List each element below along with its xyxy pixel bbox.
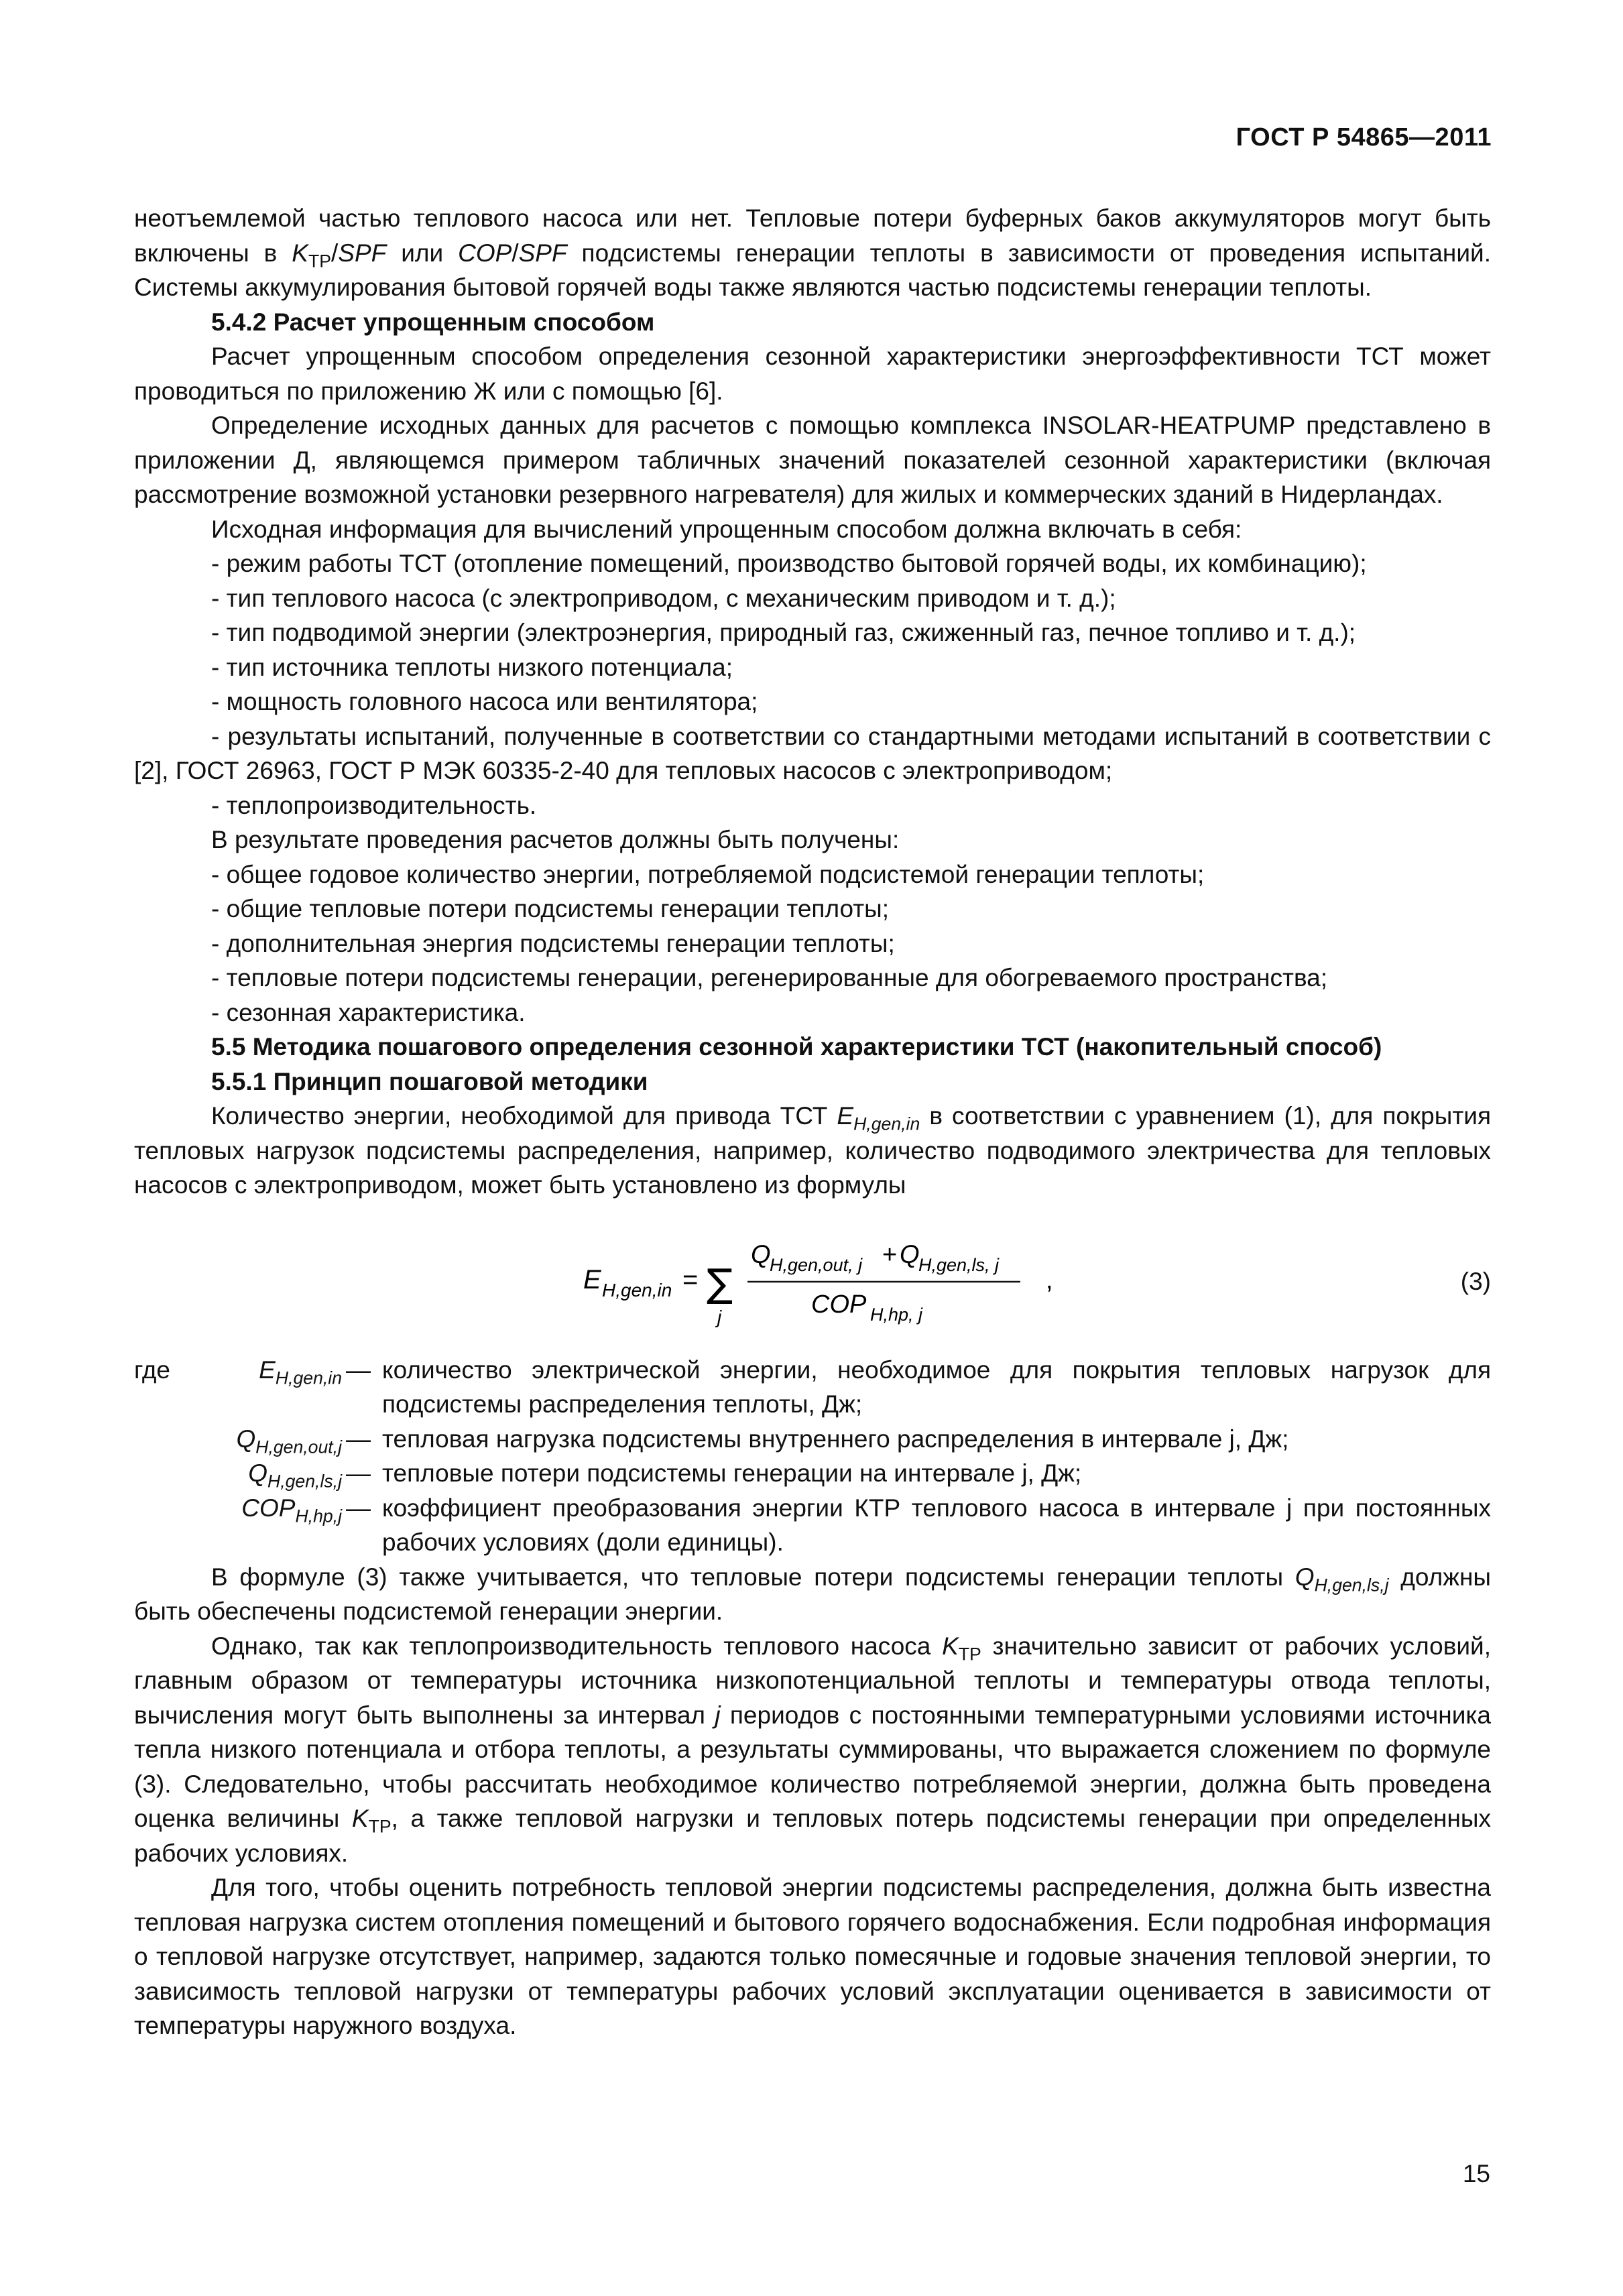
formula-numerator-q1-subscript: H,gen,out, j xyxy=(770,1254,863,1275)
legend-row xyxy=(134,1422,1491,1457)
legend-description: тепловые потери подсистемы генерации на интервале j, Дж; xyxy=(382,1459,1082,1487)
list-item: - дополнительная энергия подсистемы генерации теплоты; xyxy=(211,929,895,957)
formula-3 xyxy=(134,1229,1491,1343)
formula-lhs-subscript: H,gen,in xyxy=(602,1279,672,1301)
list-item: - результаты испытаний, полученные в соответствии со стандартными методами испытаний в соответствии с [2], ГОСТ 26963, ГОСТ Р МЭК 60335-2-40 для тепловых насосов с электроприводом; xyxy=(134,722,1491,784)
legend-where-label: где xyxy=(134,1355,171,1384)
formula-denominator: COP xyxy=(811,1290,867,1319)
formula-comma: , xyxy=(1046,1266,1053,1294)
list-item: - тип источника теплоты низкого потенциала; xyxy=(211,653,733,681)
paragraph: Однако, так как теплопроизводительность теплового насоса $K_{ТР}$ значительно зависит от рабочих условий, главным образом от температуры источника низкопотенциальной теплоты и температуры отвода теплоты, вычисления могут быть выполнены за интервал j периодов с постоянными температурными условиями источника тепла низкого потенциала и отбора теплоты, а результаты суммированы, что выражается сложением по формуле (3). Следовательно, чтобы рассчитать необходимое количество потребляемой энергии, должна быть проведена оценка величины $K_{ТР}$, а также тепловой нагрузки и тепловых потерь подсистемы генерации при определенных рабочих условиях. xyxy=(134,1632,1492,1867)
legend-dash: — xyxy=(346,1355,371,1384)
formula-legend xyxy=(134,1353,1491,1560)
legend-row xyxy=(134,1353,1491,1422)
page-number: 15 xyxy=(1462,2160,1490,2187)
formula-sum-sign: ∑ xyxy=(707,1260,733,1306)
paragraph: неотъемлемой частью теплового насоса или нет. Тепловые потери буферных баков аккумуляторов могут быть включены в $K_{ТР}$/SPF или COP/SPF подсистемы генерации теплоты в зависимости от проведения испытаний. Системы аккумулирования бытовой горячей воды также являются частью подсистемы генерации теплоты. xyxy=(134,204,1491,301)
list-item: - общее годовое количество энергии, потребляемой подсистемой генерации теплоты; xyxy=(211,860,1205,888)
paragraph: Для того, чтобы оценить потребность тепловой энергии подсистемы распределения, должна быть известна тепловая нагрузка систем отопления помещений и бытового горячего водоснабжения. Если подробная информация о тепловой нагрузке отсутствует, например, задаются только помесячные и годовые значения тепловой энергии, то зависимость тепловой нагрузки от температуры рабочих условий эксплуатации оценивается в зависимости от температуры наружного воздуха. xyxy=(134,1874,1491,2039)
section-heading-5-4-2: 5.4.2 Расчет упрощенным способом xyxy=(211,308,655,336)
formula-numerator-plus: + xyxy=(882,1240,898,1269)
paragraph: В формуле (3) также учитывается, что тепловые потери подсистемы генерации теплоты $Q_{H,gen,ls,j}$ должны быть обеспечены подсистемой генерации энергии. xyxy=(134,1563,1491,1625)
legend-symbol: $Q_{H,gen,ls,j}$ xyxy=(248,1459,342,1492)
list-item: - мощность головного насоса или вентилятора; xyxy=(211,688,758,715)
legend-description: коэффициент преобразования энергии КТР теплового насоса в интервале j при постоянных рабочих условиях (доли единицы). xyxy=(382,1494,1491,1556)
paragraph: Определение исходных данных для расчетов с помощью комплекса INSOLAR-HEATPUMP представлено в приложении Д, являющемся примером табличных значений показателей сезонной характеристики (включая рассмотрение возможной установки резервного нагревателя) для жилых и коммерческих зданий в Нидерландах. xyxy=(134,412,1491,508)
list-item: - тип подводимой энергии (электроэнергия, природный газ, сжиженный газ, печное топливо и т. д.); xyxy=(211,619,1356,646)
paragraph: Количество энергии, необходимой для привода ТСТ $E_{H,gen,in}$ в соответствии с уравнением (1), для покрытия тепловых нагрузок подсистемы распределения, например, количество подводимого электричества для тепловых насосов с электроприводом, может быть установлено из формулы xyxy=(134,1102,1491,1199)
page-header: ГОСТ Р 54865—2011 xyxy=(1236,123,1492,152)
formula-numerator-q1: Q xyxy=(751,1240,771,1269)
legend-description: тепловая нагрузка подсистемы внутреннего распределения в интервале j, Дж; xyxy=(382,1425,1289,1453)
formula-numerator-q2: Q xyxy=(900,1240,920,1269)
legend-symbol: $Q_{H,gen,out,j}$ xyxy=(236,1425,342,1457)
section-heading-5-5: 5.5 Методика пошагового определения сезонной характеристики ТСТ (накопительный способ) xyxy=(211,1033,1382,1061)
paragraph: В результате проведения расчетов должны быть получены: xyxy=(211,826,900,853)
formula-equals: = xyxy=(682,1264,699,1294)
list-item: - теплопроизводительность. xyxy=(211,791,537,819)
formula-numerator-q2-subscript: H,gen,ls, j xyxy=(918,1254,1000,1275)
legend-symbol: $COP_{H,hp,j}$ xyxy=(241,1494,342,1526)
formula-lhs: E xyxy=(583,1264,601,1294)
paragraph: Расчет упрощенным способом определения сезонной характеристики энергоэффективности ТСТ может проводиться по приложению Ж или с помощью [6]. xyxy=(134,343,1491,405)
legend-symbol: $E_{H,gen,in}$ xyxy=(259,1355,342,1388)
page-body xyxy=(134,201,1491,2043)
legend-description: количество электрической энергии, необходимое для покрытия тепловых нагрузок для подсистемы распределения теплоты, Дж; xyxy=(382,1355,1491,1418)
list-item: - сезонная характеристика. xyxy=(211,998,526,1026)
list-item: - тепловые потери подсистемы генерации, регенерированные для обогреваемого пространства; xyxy=(211,964,1328,991)
paragraph: Исходная информация для вычислений упрощенным способом должна включать в себя: xyxy=(211,515,1242,543)
formula-denominator-subscript: H,hp, j xyxy=(870,1304,923,1325)
list-item: - режим работы ТСТ (отопление помещений, производство бытовой горячей воды, их комбинацию); xyxy=(211,550,1367,577)
legend-row xyxy=(134,1491,1491,1560)
formula-sum-index: j xyxy=(717,1306,722,1327)
section-heading-5-5-1: 5.5.1 Принцип пошаговой методики xyxy=(211,1067,648,1095)
legend-dash: — xyxy=(346,1494,371,1522)
legend-dash: — xyxy=(346,1459,371,1487)
formula-number: (3) xyxy=(1460,1267,1491,1295)
legend-dash: — xyxy=(346,1425,371,1453)
formula-graphic xyxy=(583,1229,1187,1343)
legend-row xyxy=(134,1456,1491,1491)
list-item: - общие тепловые потери подсистемы генерации теплоты; xyxy=(211,895,890,922)
list-item: - тип теплового насоса (с электроприводом, с механическим приводом и т. д.); xyxy=(211,584,1116,612)
